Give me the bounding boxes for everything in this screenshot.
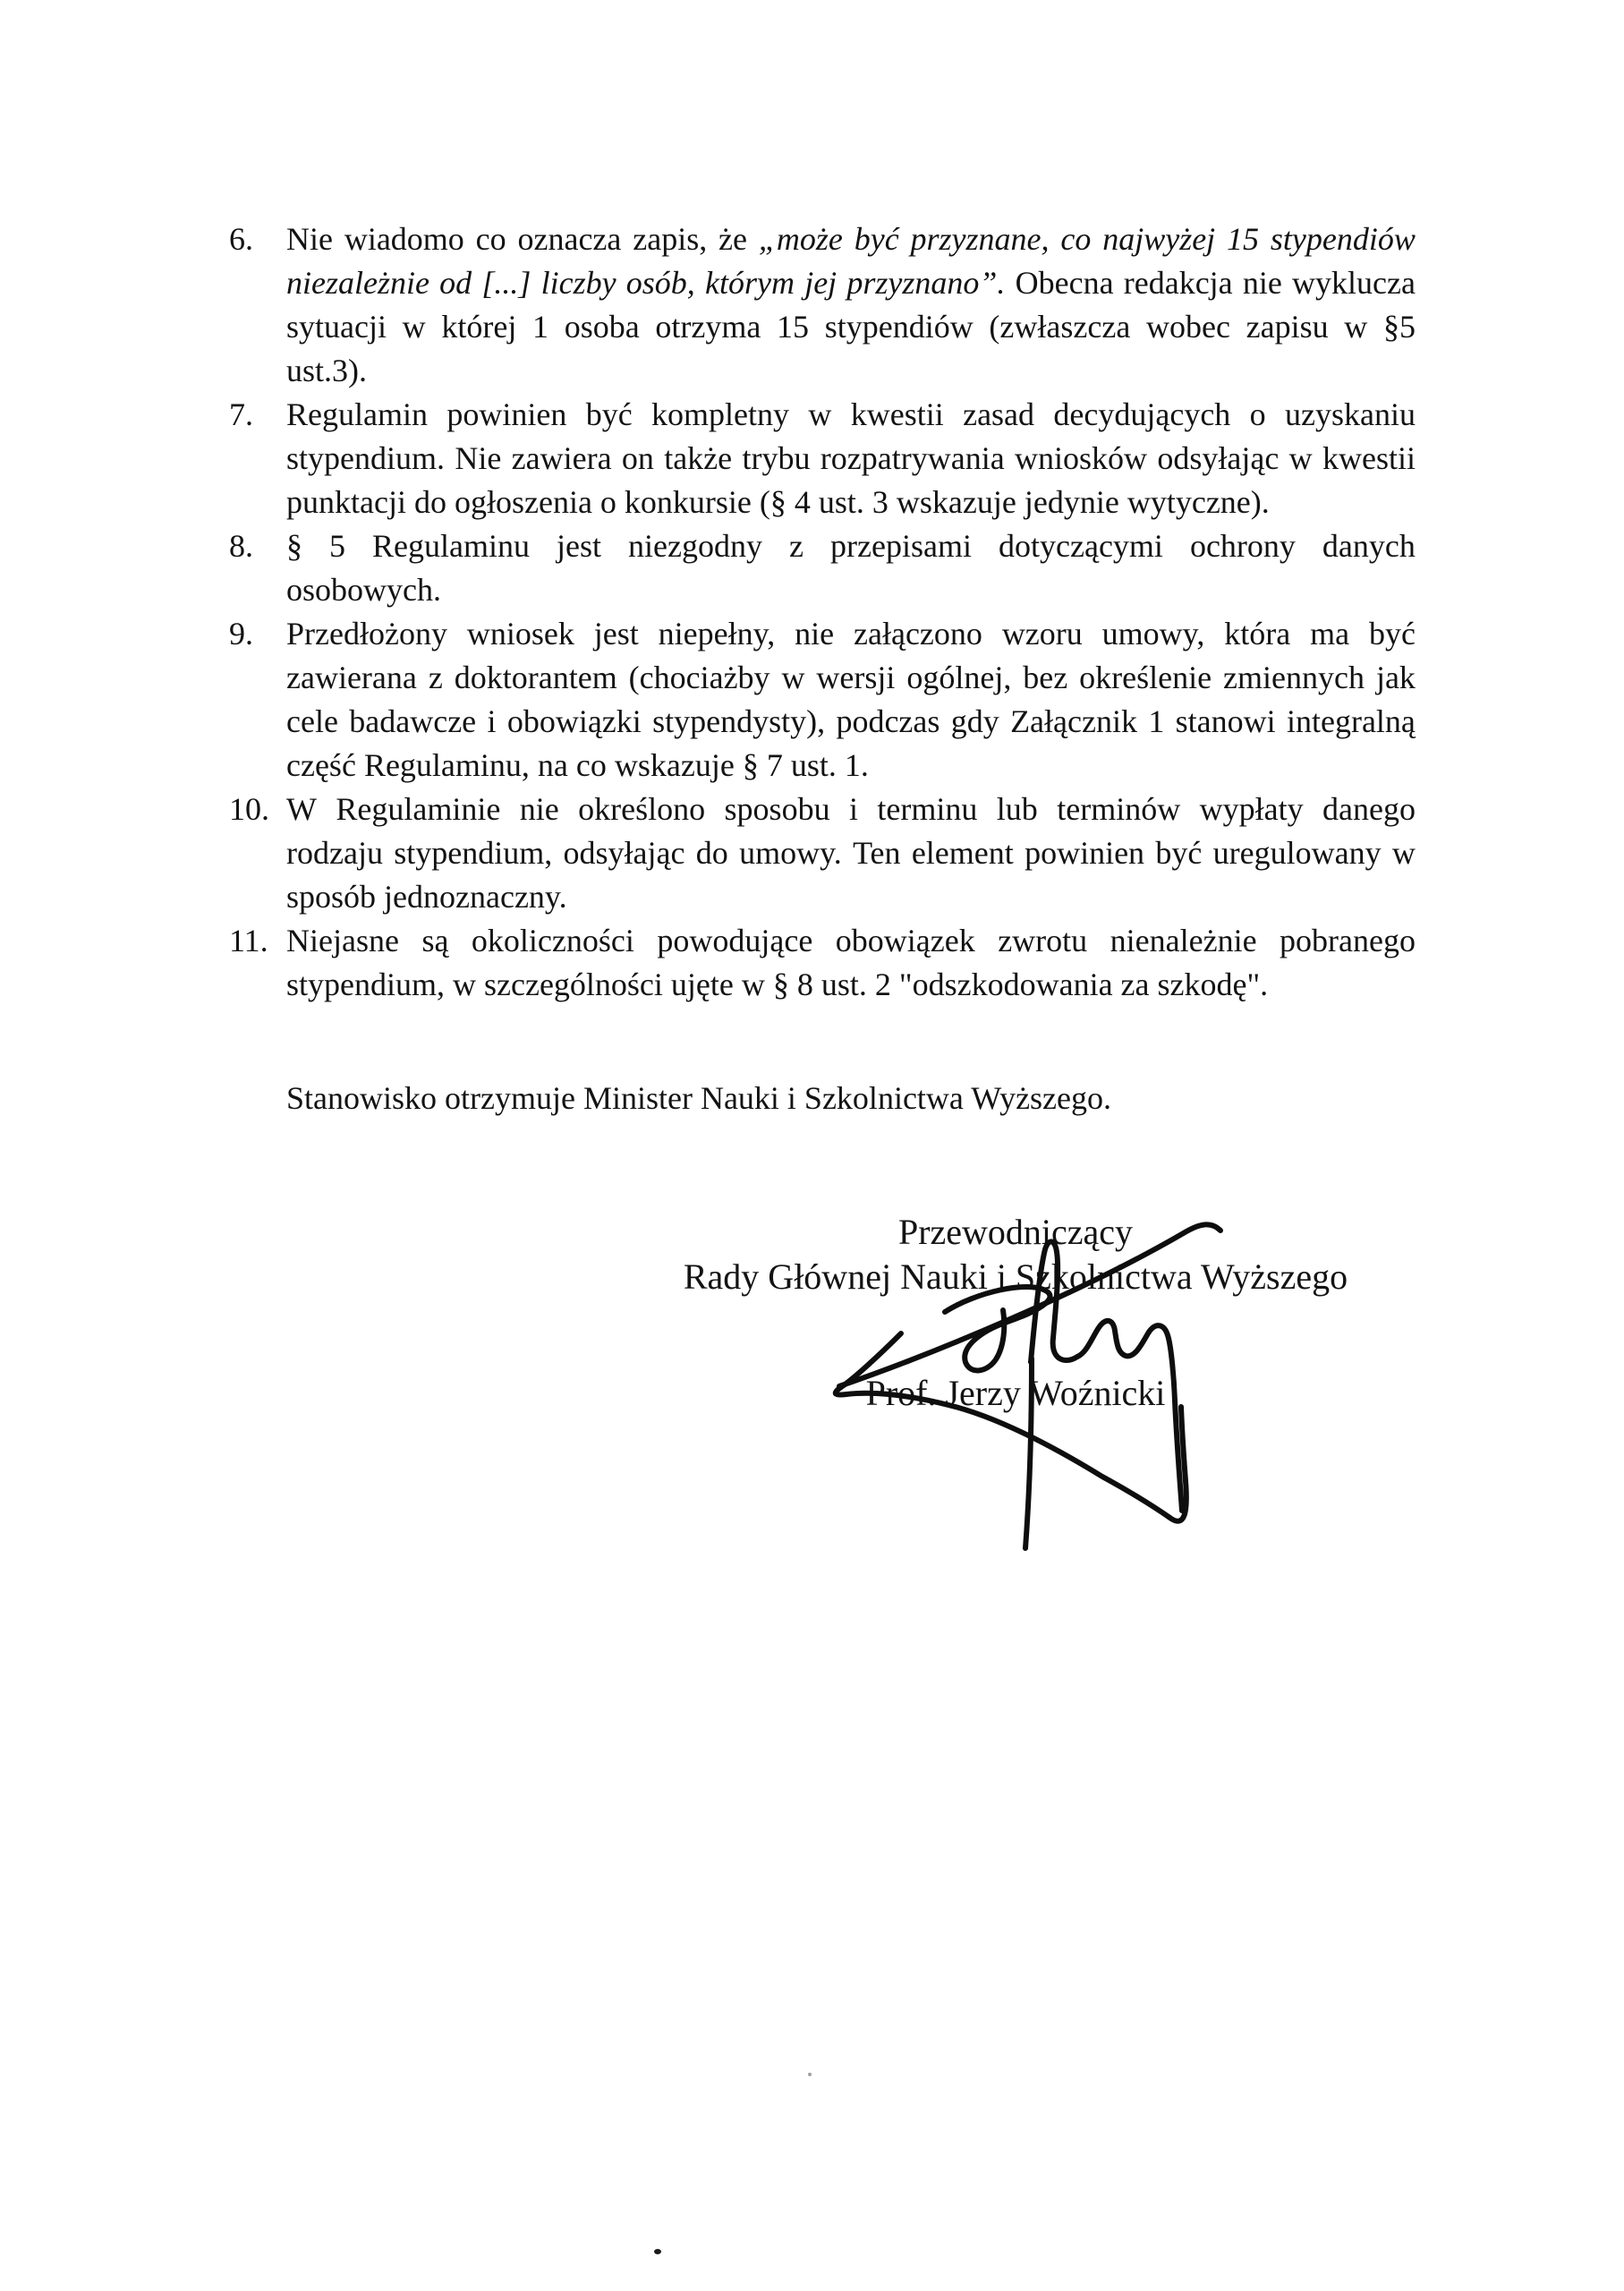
list-item [229,919,1416,1007]
text-line: Niejasne są okoliczności powodujące obowiązek zwrotu nienależnie pobranego [286,923,1416,958]
list-item [229,217,1416,393]
list-item-number: 9. [229,616,253,652]
scan-speck [654,2249,661,2254]
list-item-number: 11. [229,923,268,958]
text-line: zawierana z doktorantem (chociażby w wersji ogólnej, bez określenie zmiennych jak [286,660,1416,695]
text-line: niezależnie od [...] liczby osób, którym jej przyznano”. Obecna redakcja nie wyklucza [286,265,1416,301]
signer-name: Prof. Jerzy Woźnicki [865,1373,1166,1413]
list-item-number: 6. [229,221,253,257]
text-line: sposób jednoznaczny. [286,879,567,915]
text-line: ust.3). [286,353,367,388]
list-item-number: 10. [229,791,269,827]
text-line: Przedłożony wniosek jest niepełny, nie załączono wzoru umowy, która ma być [286,616,1416,652]
numbered-list [229,217,1416,1007]
text-line: Regulamin powinien być kompletny w kwestii zasad decydujących o uzyskaniu [286,396,1416,432]
text-line: stypendium. Nie zawiera on także trybu rozpatrywania wniosków odsyłając w kwestii [286,440,1416,476]
closing-line: Stanowisko otrzymuje Minister Nauki i Szkolnictwa Wyższego. [286,1080,1112,1116]
list-item [229,393,1416,524]
text-line: cele badawcze i obowiązki stypendysty), podczas gdy Załącznik 1 stanowi integralną [286,703,1416,739]
scan-speck [808,2073,812,2076]
text-line: W Regulaminie nie określono sposobu i terminu lub terminów wypłaty danego [286,791,1416,827]
list-item [229,788,1416,919]
text-line: rodzaju stypendium, odsyłając do umowy. Ten element powinien być uregulowany w [286,835,1416,871]
text-line: osobowych. [286,572,441,608]
text-line: sytuacji w której 1 osoba otrzyma 15 stypendiów (zwłaszcza wobec zapisu w §5 [286,309,1416,345]
text-line: § 5 Regulaminu jest niezgodny z przepisami dotyczącymi ochrony danych [286,528,1416,564]
signature-title-line-2: Rady Głównej Nauki i Szkolnictwa Wyższego [683,1256,1348,1297]
text-line: punktacji do ogłoszenia o konkursie (§ 4 ust. 3 wskazuje jedynie wytyczne). [286,484,1270,520]
list-item [229,612,1416,788]
signature-block [617,1210,1414,1416]
list-item-number: 8. [229,528,253,564]
text-line: stypendium, w szczególności ujęte w § 8 ust. 2 "odszkodowania za szkodę". [286,967,1269,1002]
list-item [229,524,1416,612]
list-item-number: 7. [229,396,253,432]
text-line: część Regulaminu, na co wskazuje § 7 ust. 1. [286,747,869,783]
signature-title-line-1: Przewodniczący [897,1212,1134,1252]
text-line: Nie wiadomo co oznacza zapis, że „może być przyznane, co najwyżej 15 stypendiów [286,221,1416,257]
